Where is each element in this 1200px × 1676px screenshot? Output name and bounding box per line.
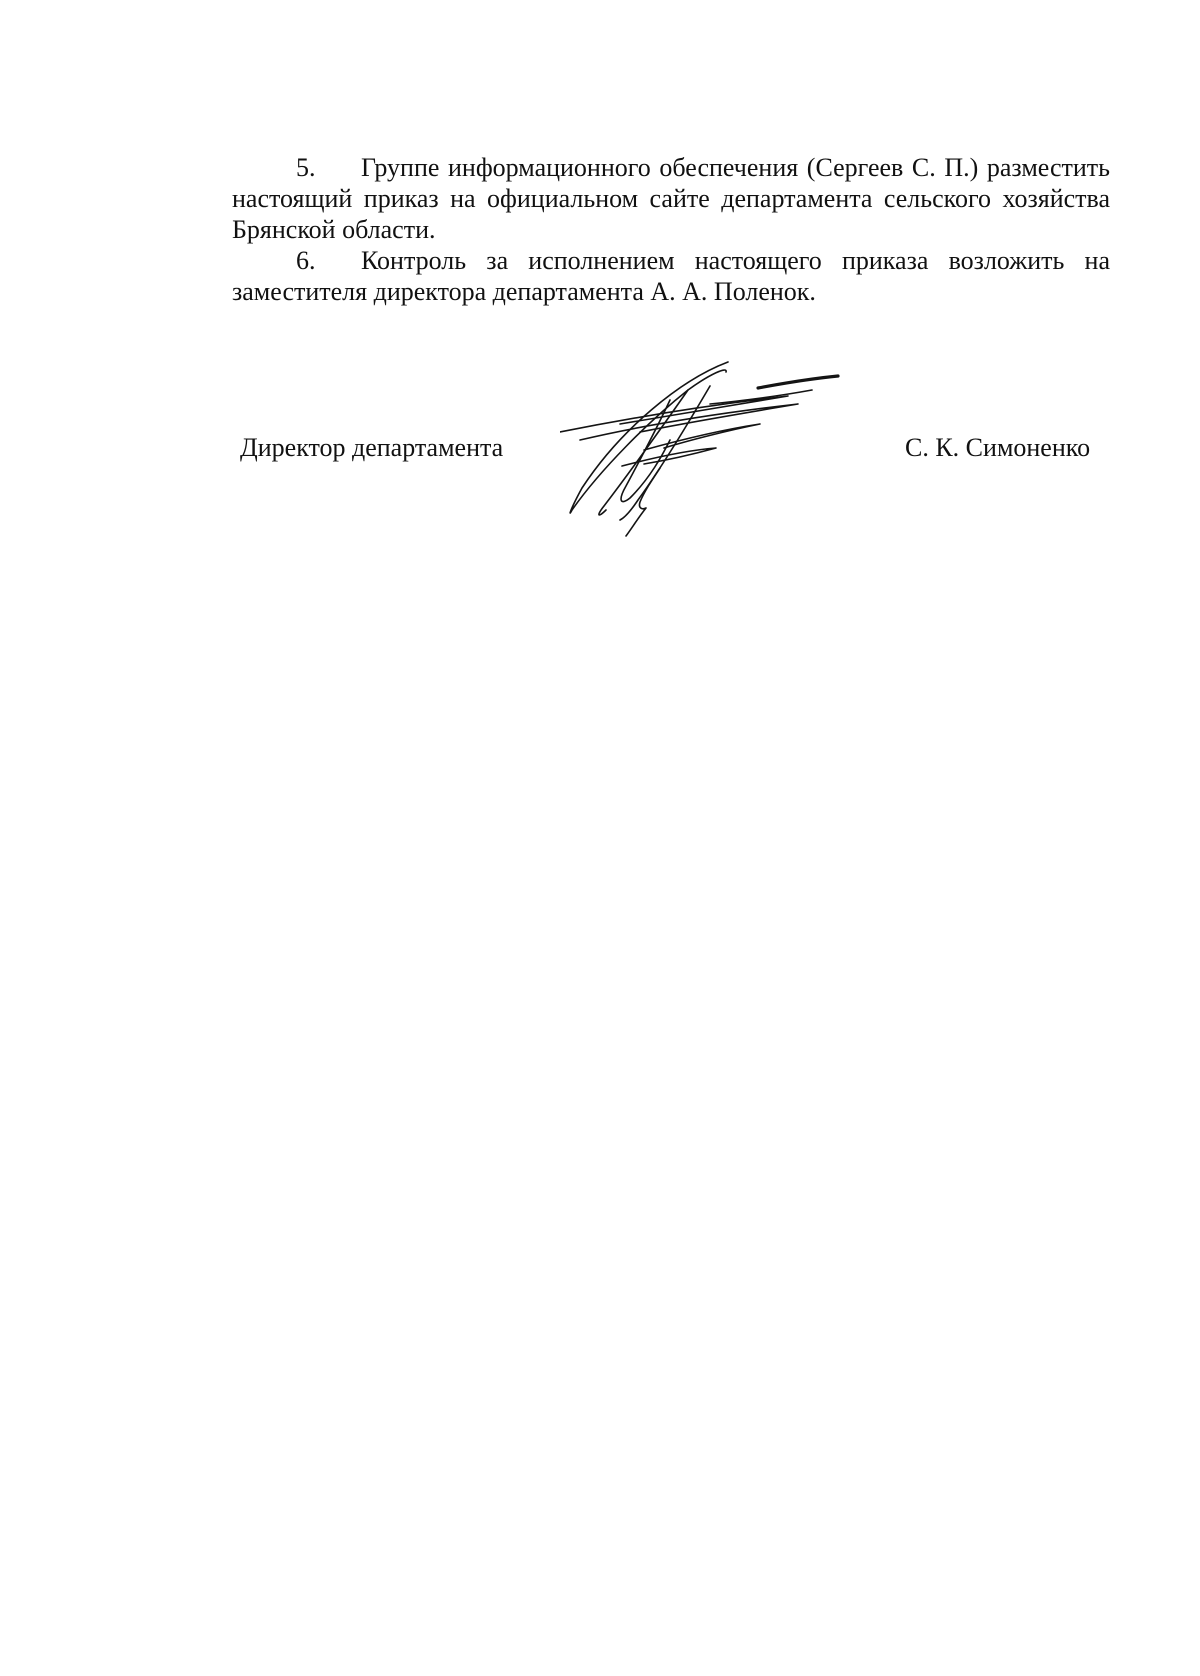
paragraph-5 (232, 152, 1110, 245)
paragraph-text: Группе информационного обеспечения (Сергеев С. П.) разместить настоящий приказ на официальном сайте департамента сельского хозяйства Брянской области. (232, 153, 1110, 244)
signature-block (0, 360, 1200, 560)
paragraph-number: 5. (296, 153, 316, 182)
paragraph-6 (232, 245, 1110, 307)
document-body (232, 152, 1110, 307)
signatory-position: Директор департамента (240, 433, 504, 462)
paragraph-text: Контроль за исполнением настоящего приказа возложить на заместителя директора департамента А. А. Поленок. (232, 246, 1110, 306)
signatory-name: С. К. Симоненко (905, 433, 1091, 462)
signature-drawing (560, 360, 900, 550)
handwritten-signature (560, 360, 900, 550)
paragraph-number: 6. (296, 246, 316, 275)
